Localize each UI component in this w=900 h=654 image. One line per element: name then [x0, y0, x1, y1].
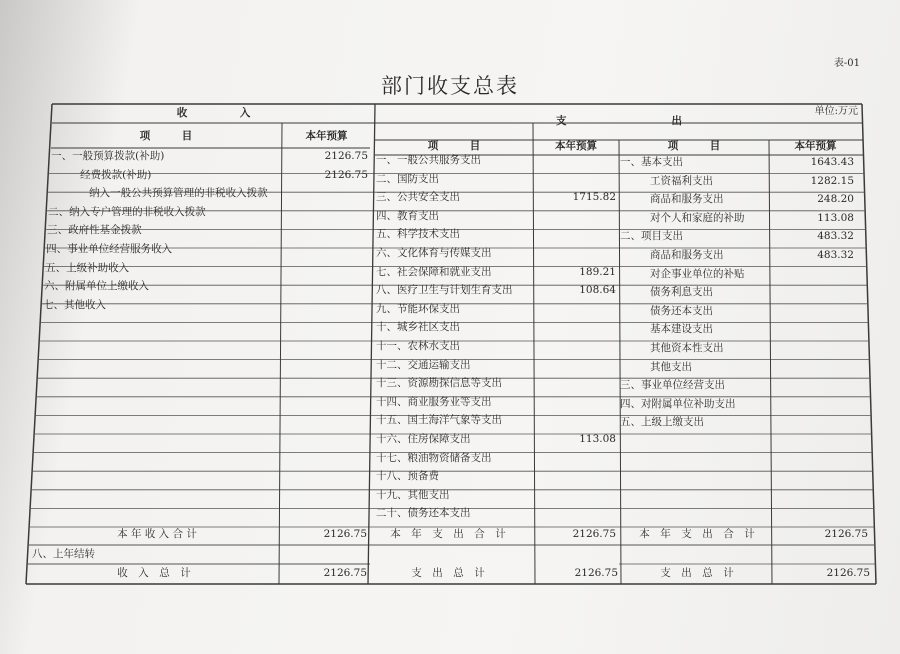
econ-row-label: 对个人和家庭的补助: [650, 211, 745, 224]
income-row-label: 纳入一般公共预算管理的非税收入拨款: [89, 187, 268, 200]
econ-grand-value: 2126.75: [826, 567, 870, 579]
econ-total-label: 本 年 支 出 合 计: [639, 528, 755, 540]
expense-row-value: 189.21: [579, 265, 616, 278]
econ-row-label: 债务还本支出: [650, 304, 713, 317]
econ-row-label: 三、事业单位经营支出: [620, 379, 725, 392]
expense-row-label: 六、文化体育与传媒支出: [376, 247, 492, 259]
income-row-label: 六、附属单位上缴收入: [44, 280, 150, 293]
expense-row-label: 五、科学技术支出: [376, 228, 460, 241]
econ-row-label: 商品和服务支出: [650, 193, 724, 206]
econ-item-header: 项 目: [667, 140, 721, 152]
expense-row-label: 七、社会保障和就业支出: [376, 265, 492, 278]
income-row-value: 2126.75: [324, 150, 368, 162]
grid-line: [619, 140, 621, 584]
grid-line: [368, 104, 375, 584]
page-title: 部门收支总表: [381, 74, 519, 98]
income-row-label: 二、纳入专户管理的非税收入拨款: [48, 205, 206, 218]
income-row-label: 四、事业单位经营服务收入: [46, 243, 173, 255]
econ-row-value: 113.08: [817, 211, 854, 224]
econ-row-value: 1282.15: [810, 174, 854, 187]
expense-section-header: 支 出: [556, 115, 682, 127]
expense-item-header: 项 目: [427, 140, 481, 152]
carryover-label: 八、上年结转: [32, 548, 95, 560]
expense-row-label: 十八、预备费: [376, 470, 439, 483]
econ-row-value: 483.32: [817, 249, 854, 261]
econ-row-value: 248.20: [817, 193, 854, 206]
expense-row-label: 十五、国土海洋气象等支出: [376, 414, 502, 427]
econ-row-label: 其他资本性支出: [650, 342, 724, 354]
econ-budget-header: 本年预算: [794, 140, 837, 152]
expense-row-label: 八、医疗卫生与计划生育支出: [376, 284, 513, 297]
expense-row-label: 十、城乡社区支出: [376, 321, 460, 334]
expense-grand-value: 2126.75: [574, 567, 618, 579]
expense-total-label: 本 年 支 出 合 计: [390, 528, 506, 540]
expense-row-label: 十四、商业服务业等支出: [376, 395, 492, 408]
expense-grand-label: 支 出 总 计: [411, 567, 485, 579]
expense-row-label: 四、教育支出: [376, 209, 439, 222]
expense-total-value: 2126.75: [572, 528, 616, 540]
econ-row-label: 二、项目支出: [620, 230, 683, 243]
income-item-header: 项 目: [139, 130, 193, 142]
grid-line: [769, 140, 772, 584]
income-row-label: 三、政府性基金拨款: [47, 224, 142, 237]
income-row-label: 一、一般预算拨款(补助): [51, 150, 165, 162]
expense-row-value: 113.08: [579, 433, 616, 445]
income-row-label: 七、其他收入: [43, 298, 107, 311]
income-budget-header: 本年预算: [305, 130, 348, 142]
expense-row-label: 十七、粮油物资储备支出: [376, 451, 492, 464]
unit-label: 单位:万元: [814, 106, 858, 117]
econ-row-label: 其他支出: [650, 360, 692, 373]
income-section-header: 收 入: [176, 107, 251, 119]
income-total-value: 2126.75: [323, 528, 367, 540]
income-grand-label: 收 入 总 计: [117, 567, 191, 579]
income-row-value: 2126.75: [324, 168, 368, 181]
econ-row-label: 债务利息支出: [650, 286, 713, 299]
expense-row-value: 108.64: [579, 284, 616, 297]
econ-row-label: 商品和服务支出: [650, 249, 724, 261]
econ-total-value: 2126.75: [824, 528, 868, 540]
econ-row-label: 工资福利支出: [650, 174, 713, 187]
income-row-label: 经费拨款(补助): [80, 168, 152, 181]
econ-row-label: 四、对附属单位补助支出: [620, 397, 736, 410]
econ-row-label: 一、基本支出: [620, 156, 683, 168]
econ-grand-label: 支 出 总 计: [660, 567, 734, 579]
expense-row-label: 十三、资源勘探信息等支出: [376, 377, 502, 390]
form-number: 表-01: [833, 58, 860, 69]
expense-row-label: 三、公共安全支出: [376, 191, 460, 204]
expense-row-label: 十九、其他支出: [376, 488, 450, 501]
income-total-label: 本 年 收 入 合 计: [117, 528, 197, 540]
expense-row-value: 1715.82: [572, 191, 616, 204]
expense-budget-header: 本年预算: [555, 140, 597, 152]
expense-row-label: 十一、农林水支出: [376, 340, 460, 352]
expense-row-label: 一、一般公共服务支出: [376, 154, 481, 166]
econ-row-value: 1643.43: [810, 156, 854, 168]
expense-row-label: 九、节能环保支出: [376, 302, 460, 315]
econ-row-value: 483.32: [817, 230, 854, 243]
expense-row-label: 二、国防支出: [376, 172, 439, 185]
econ-row-label: 基本建设支出: [650, 323, 713, 336]
expense-row-label: 二十、债务还本支出: [376, 507, 471, 520]
econ-row-label: 对企事业单位的补贴: [650, 267, 745, 280]
expense-row-label: 十二、交通运输支出: [376, 358, 471, 371]
income-grand-value: 2126.75: [323, 567, 367, 579]
econ-row-label: 五、上级上缴支出: [620, 416, 704, 429]
income-row-label: 五、上级补助收入: [45, 261, 130, 274]
expense-row-label: 十六、住房保障支出: [376, 433, 471, 445]
